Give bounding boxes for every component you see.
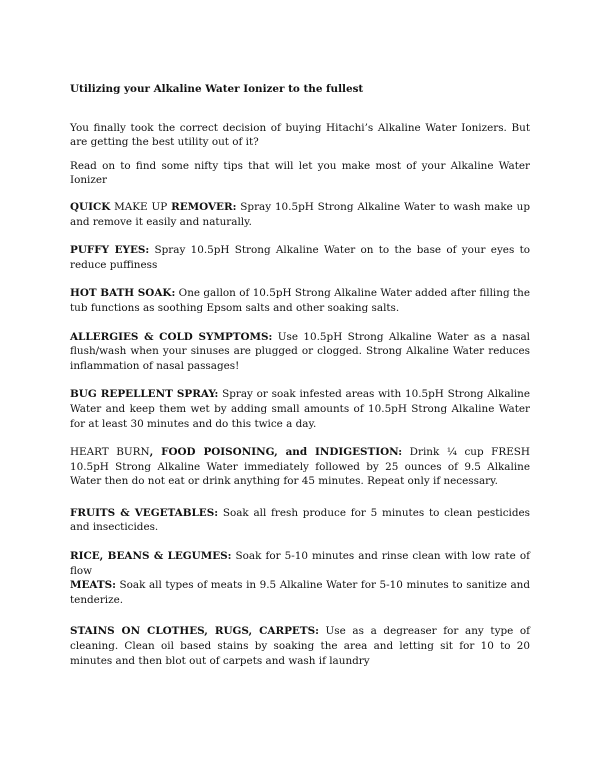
tip-text: Spray or soak infested areas with 10.5pH Strong Alkaline Water and keep them wet by adding small amounts of 10.5pH Strong Alkaline Water for at least 30 minutes and do this twice a day. — [70, 388, 530, 430]
tip-hot-bath-soak — [70, 286, 530, 315]
tip-label: QUICK — [70, 200, 111, 213]
tip-label: BUG REPELLENT SPRAY: — [70, 388, 219, 401]
tip-text: One gallon of 10.5pH Strong Alkaline Water added after filling the tub functions as soothing Epsom salts and other soaking salts. — [70, 287, 530, 314]
tip-heartburn — [70, 445, 530, 489]
tip-text: Spray 10.5pH Strong Alkaline Water on to the base of your eyes to reduce puffiness — [70, 244, 531, 271]
tip-fruits-vegetables — [70, 506, 530, 535]
tip-label: FRUITS & VEGETABLES: — [70, 506, 219, 519]
tip-text: Spray 10.5pH Strong Alkaline Water to wash make up and remove it easily and naturally. — [70, 200, 531, 228]
document-title: Utilizing your Alkaline Water Ionizer to the fullest — [70, 83, 364, 95]
tip-allergies — [70, 330, 530, 374]
tip-text: Soak all fresh produce for 5 minutes to clean pesticides and insecticides. — [70, 506, 530, 534]
tip-text: Soak for 5-10 minutes and rinse clean with low rate of flow — [70, 550, 530, 577]
tip-label-middle: MAKE UP — [110, 200, 172, 213]
tip-lead: HEART BURN — [70, 446, 150, 459]
tip-label: , FOOD POISONING, and INDIGESTION: — [149, 446, 403, 459]
tip-quick-makeup-remover — [70, 200, 530, 229]
tip-meats — [70, 578, 530, 607]
intro-paragraph-2: Read on to find some nifty tips that will let you make most of your Alkaline Water Ionizer — [70, 159, 530, 187]
tip-rice-beans — [70, 549, 530, 578]
tip-text: Use as a degreaser for any type of cleaning. Clean oil based stains by soaking the area and letting sit for 10 to 20 minutes and then blot out of carpets and wash if laundry — [70, 625, 530, 667]
tip-label: RICE, BEANS & LEGUMES: — [70, 550, 232, 563]
tip-puffy-eyes — [70, 243, 530, 272]
tip-label: STAINS ON CLOTHES, RUGS, CARPETS: — [70, 625, 319, 638]
tip-text: Soak all types of meats in 9.5 Alkaline Water for 5-10 minutes to sanitize and tenderize. — [70, 579, 530, 606]
tip-stains — [70, 624, 530, 668]
tip-label: ALLERGIES & COLD SYMPTOMS: — [70, 330, 273, 343]
tip-label: PUFFY EYES: — [70, 244, 150, 257]
tip-label: REMOVER: — [171, 200, 237, 213]
tip-text: Drink ¼ cup FRESH 10.5pH Strong Alkaline Water immediately followed by 25 ounces of 9.5 Alkaline Water then do not eat or drink anything for 45 minutes. Repeat only if necessary. — [70, 446, 530, 488]
intro-paragraph-1: You finally took the correct decision of buying Hitachi’s Alkaline Water Ionizers. But are getting the best utility out of it? — [70, 121, 530, 149]
tip-bug-repellent — [70, 387, 530, 431]
tip-label: HOT BATH SOAK: — [70, 287, 176, 300]
document-page — [70, 82, 530, 668]
tip-text: Use 10.5pH Strong Alkaline Water as a nasal flush/wash when your sinuses are plugged or clogged. Strong Alkaline Water reduces inflammation of nasal passages! — [70, 330, 530, 372]
tip-label: MEATS: — [70, 579, 116, 592]
